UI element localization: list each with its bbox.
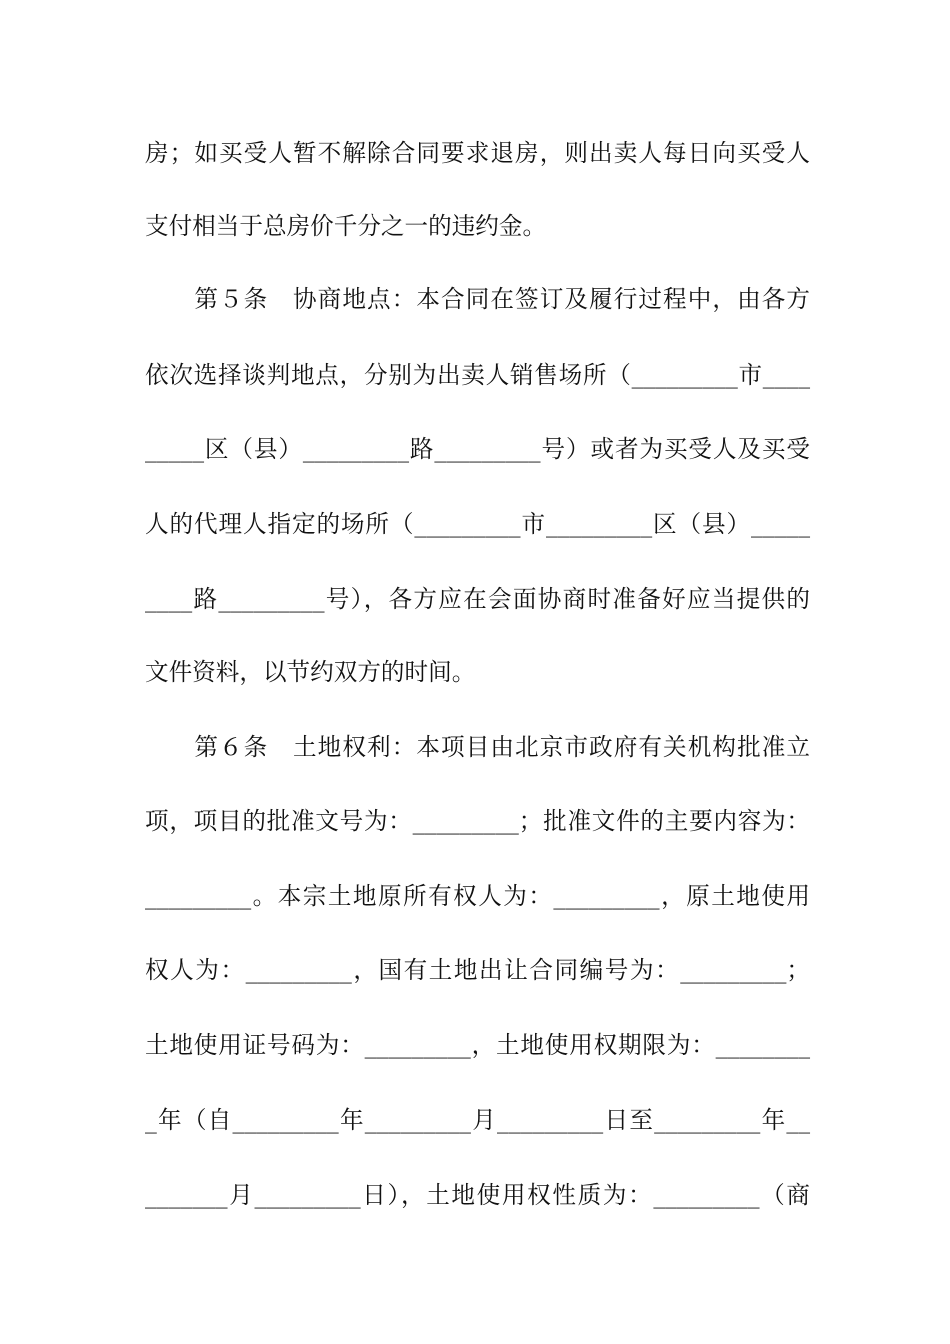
text-line: 项，项目的批准文号为：_________；批准文件的主要内容为：: [145, 807, 810, 835]
text-line: 第５条 协商地点：本合同在签订及履行过程中，由各方: [145, 285, 810, 313]
text-line: 依次选择谈判地点，分别为出卖人销售场所（_________市____: [145, 361, 810, 389]
text-line: ____路_________号），各方应在会面协商时准备好应当提供的: [145, 585, 810, 613]
text-line: 第６条 土地权利：本项目由北京市政府有关机构批准立: [145, 733, 810, 761]
text-line: _____区（县）_________路_________号）或者为买受人及买受: [145, 435, 810, 463]
text-line: 土地使用证号码为：_________，土地使用权期限为：________: [145, 1031, 810, 1059]
text-line: 文件资料，以节约双方的时间。: [145, 658, 476, 686]
text-line: 支付相当于总房价千分之一的违约金。: [145, 212, 547, 240]
text-line: 人的代理人指定的场所（_________市_________区（县）_____: [145, 510, 810, 538]
text-line: 权人为：_________，国有土地出让合同编号为：_________；: [145, 956, 810, 984]
text-line: _________。本宗土地原所有权人为：_________，原土地使用: [145, 882, 810, 910]
text-line: 房；如买受人暂不解除合同要求退房，则出卖人每日向买受人: [145, 139, 810, 167]
text-line: _年（自_________年_________月_________日至_________年__: [145, 1106, 810, 1134]
text-line: _______月_________日），土地使用权性质为：_________（商: [145, 1181, 810, 1209]
